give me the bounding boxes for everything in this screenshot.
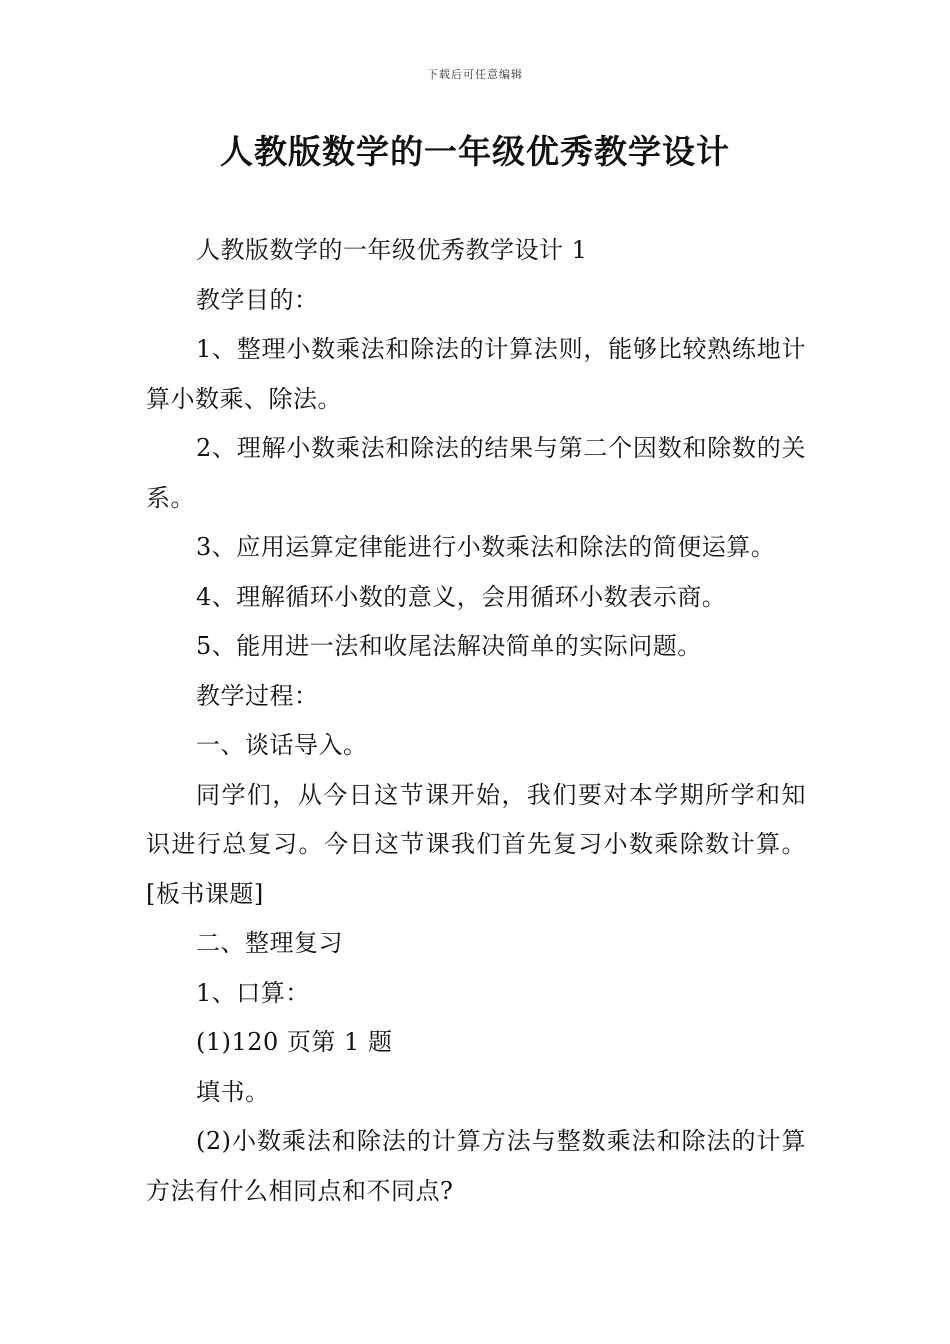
document-body: [146, 226, 806, 1216]
paragraph-fill-book: 填书。: [196, 1077, 270, 1106]
paragraph-teaching-goals-heading: 教学目的：: [196, 285, 319, 314]
paragraph-question: (2)小数乘法和除法的计算方法与整数乘法和除法的计算方法有什么相同点和不同点?: [146, 1127, 806, 1205]
document-title: 人教版数学的一年级优秀教学设计: [220, 132, 730, 171]
paragraph-goal-4: 4、理解循环小数的意义，会用循环小数表示商。: [196, 582, 727, 611]
paragraph-goal-2: 2、理解小数乘法和除法的结果与第二个因数和除数的关系。: [146, 434, 806, 512]
paragraph-goal-1: 1、整理小数乘法和除法的计算法则，能够比较熟练地计算小数乘、除法。: [146, 335, 806, 413]
section-heading: 人教版数学的一年级优秀教学设计 1: [196, 236, 588, 264]
paragraph-oral-calc: 1、口算：: [196, 978, 310, 1007]
paragraph-step-2-heading: 二、整理复习: [196, 929, 343, 957]
paragraph-process-heading: 教学过程：: [196, 681, 319, 710]
paragraph-exercise-ref: (1)120 页第 1 题: [196, 1028, 393, 1056]
paragraph-goal-5: 5、能用进一法和收尾法解决简单的实际问题。: [196, 632, 702, 660]
paragraph-intro-talk: 同学们，从今日这节课开始，我们要对本学期所学和知识进行总复习。今日这节课我们首先复习小数乘除数计算。[板书课题]: [146, 780, 806, 908]
paragraph-step-1-heading: 一、谈话导入。: [196, 731, 368, 759]
page-header-note: 下载后可任意编辑: [427, 68, 523, 81]
paragraph-goal-3: 3、应用运算定律能进行小数乘法和除法的简便运算。: [196, 533, 776, 561]
